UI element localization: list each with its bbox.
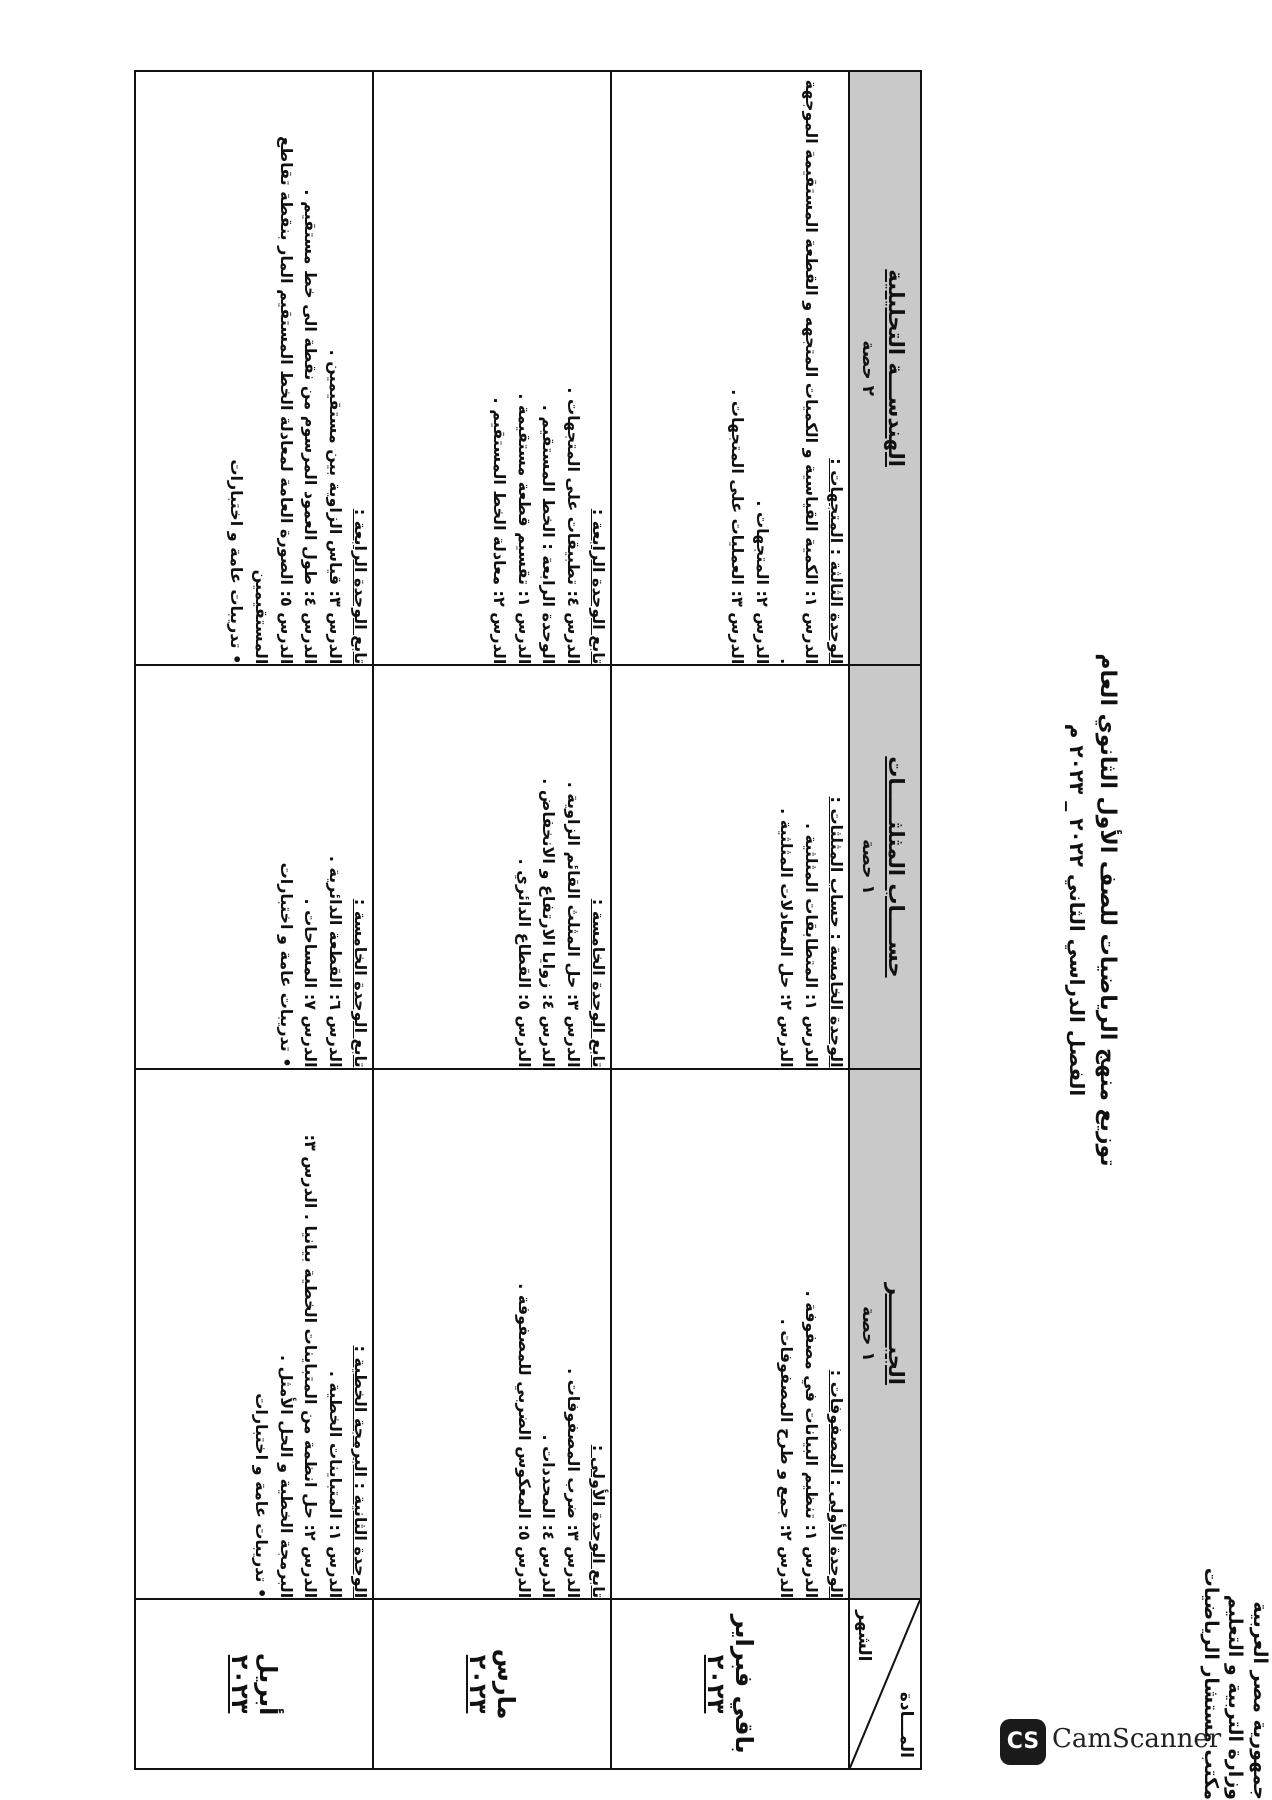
- header-line-country: جمهورية مصر العربية: [1249, 1601, 1271, 1800]
- exercises-bullet: • تدريبات عامة و اختبارات: [223, 72, 248, 664]
- unit-title: الوحدة الثالثة : المتجهات :: [827, 458, 846, 665]
- camscanner-logo-icon: CS: [1000, 1719, 1046, 1765]
- month-cell: [135, 1599, 373, 1769]
- subject-periods: ١ حصة: [858, 1306, 878, 1362]
- unit-title: الوحدة الأولى : المصفوفات :: [827, 1369, 846, 1599]
- unit-title: تابع الوحدة الخامسة :: [351, 898, 370, 1068]
- lesson-item: الدرس ٢: جمع و طرح المصفوفات .: [777, 1318, 797, 1599]
- lesson-item: الدرس ٣: قياس الزاوية بين مستقيمين .: [326, 349, 346, 665]
- header-line-office: مكتب مستشار الرياضيات: [1199, 1567, 1222, 1800]
- subject-name: الهندســـة التحليلية: [884, 269, 908, 467]
- lesson-item: الدرس ٢: المتجهات .: [752, 500, 772, 665]
- camscanner-watermark: CamScanner: [1052, 1724, 1222, 1754]
- lesson-item: الدرس ٥: القطاع الدائري .: [514, 858, 534, 1068]
- trigonometry-cell: [611, 665, 849, 1068]
- table-row: [373, 71, 611, 1769]
- algebra-cell: [135, 1069, 373, 1600]
- lesson-item: الدرس ٣: حل المثلث القائم الزاوية .: [564, 781, 584, 1068]
- subject-header-analytic-geometry: [849, 71, 921, 665]
- unit-title: تابع الوحدة الرابعة :: [589, 508, 608, 665]
- unit-title: تابع الوحدة الخامسة :: [589, 898, 608, 1068]
- title-sub: الفصل الدراسي الثاني ٢٠٢٢ _ ٢٠٢٣ م: [1065, 723, 1090, 1097]
- corner-month-label: الشهر: [854, 1610, 874, 1662]
- unit-title: تابع الوحدة الأولى :: [589, 1444, 608, 1599]
- lesson-item: الدرس ١: تقسيم قطعة مستقيمة .: [514, 393, 534, 665]
- algebra-cell: [373, 1069, 611, 1600]
- lesson-item: الدرس ٢: معادلة الخط المستقيم .: [489, 397, 509, 665]
- table-row: [611, 71, 849, 1769]
- lesson-item: الدرس ١: المتباينات الخطية .: [326, 1370, 346, 1599]
- lesson-item: البرمجة الخطية و الحل الأمثل .: [276, 1354, 296, 1599]
- subject-header-algebra: [849, 1069, 921, 1600]
- trigonometry-cell: [135, 665, 373, 1068]
- curriculum-table: [134, 70, 922, 1770]
- subject-name: حســــاب المثلثـــــات: [884, 756, 908, 978]
- geometry-cell: [611, 71, 849, 665]
- table-header-row: [849, 71, 921, 1769]
- exercises-bullet: • تدريبات عامة و اختبارات: [273, 666, 298, 1067]
- subject-name: الجبـــــــر: [884, 1282, 908, 1385]
- month-cell: [373, 1599, 611, 1769]
- lesson-item: الدرس ١: المتطابقات المثلثية .: [802, 823, 822, 1068]
- lesson-item: الوحدة الرابعة : الخط المستقيم .: [539, 404, 559, 665]
- month-name: أبريل: [254, 1652, 282, 1716]
- month-year: ٢٠٢٣: [226, 1654, 254, 1714]
- algebra-cell: [611, 1069, 849, 1600]
- unit-title: الوحدة الثانية : البرمجة الخطية :: [351, 1345, 370, 1599]
- lesson-item: الدرس ٣: ضرب المصفوفات .: [564, 1368, 584, 1599]
- month-year: ٢٠٢٣: [702, 1654, 730, 1714]
- month-name: باقي فبراير: [730, 1614, 758, 1754]
- geometry-cell: [373, 71, 611, 665]
- geometry-cell: [135, 71, 373, 665]
- header-line-ministry: وزارة التربية و التعليم: [1224, 1594, 1247, 1800]
- subject-periods: ٢ حصة: [858, 340, 878, 396]
- trigonometry-cell: [373, 665, 611, 1068]
- document-title: [1063, 560, 1122, 1260]
- unit-title: تابع الوحدة الرابعة :: [351, 508, 370, 665]
- lesson-item: الدرس ٧: المساحات .: [301, 898, 321, 1068]
- lesson-item: الدرس ٦: القطعة الدائرية .: [326, 855, 346, 1068]
- title-main: توزيع منهج الرياضيات للصف الأول الثانوي العام: [1095, 653, 1120, 1167]
- month-cell: [611, 1599, 849, 1769]
- corner-subject-label: المـــادة: [896, 1691, 916, 1758]
- lesson-item: الدرس ١: الكمية القياسية و الكميات المتجهه و القطعة المستقيمة الموجهة .: [777, 79, 822, 665]
- lesson-item: الدرس ٤: طول العمود المرسوم من نقطة الى خط مستقيم .: [301, 189, 321, 665]
- lesson-item: الدرس ١: تنظيم البيانات في مصفوفة .: [802, 1290, 822, 1599]
- unit-title: الوحدة الخامسة : حساب المثلثات :: [827, 796, 846, 1068]
- subject-periods: ١ حصة: [858, 839, 878, 895]
- month-name: مارس: [492, 1648, 520, 1720]
- month-year: ٢٠٢٣: [464, 1654, 492, 1714]
- lesson-item: الدرس ٣: العمليات على المتجهات .: [727, 389, 747, 665]
- lesson-item: الدرس ٤: تطبيقات على المتجهات .: [564, 387, 584, 665]
- subject-header-trigonometry: [849, 665, 921, 1068]
- corner-header-cell: [849, 1599, 921, 1769]
- lesson-item: الدرس ٥: الصورة العامة لمعادلة الخط المستقيم المار بنقطة تقاطع المستقيمين: [251, 136, 296, 665]
- lesson-item: الدرس ٢: حل المعادلات المثلثية .: [777, 808, 797, 1068]
- lesson-item: الدرس ٤: المحددات .: [539, 1434, 559, 1599]
- lesson-item: الدرس ٥: المعكوس الضربي للمصفوفة .: [514, 1283, 534, 1599]
- table-row: [135, 71, 373, 1769]
- exercises-bullet: • تدريبات عامة و اختبارات: [248, 1070, 273, 1599]
- lesson-item: الدرس ٢: حل انظمة من المتباينات الخطية بيانيا . الدرس ٣:: [301, 1134, 321, 1599]
- lesson-item: الدرس ٤: زوايا الارتفاع و الانخفاض .: [539, 778, 559, 1068]
